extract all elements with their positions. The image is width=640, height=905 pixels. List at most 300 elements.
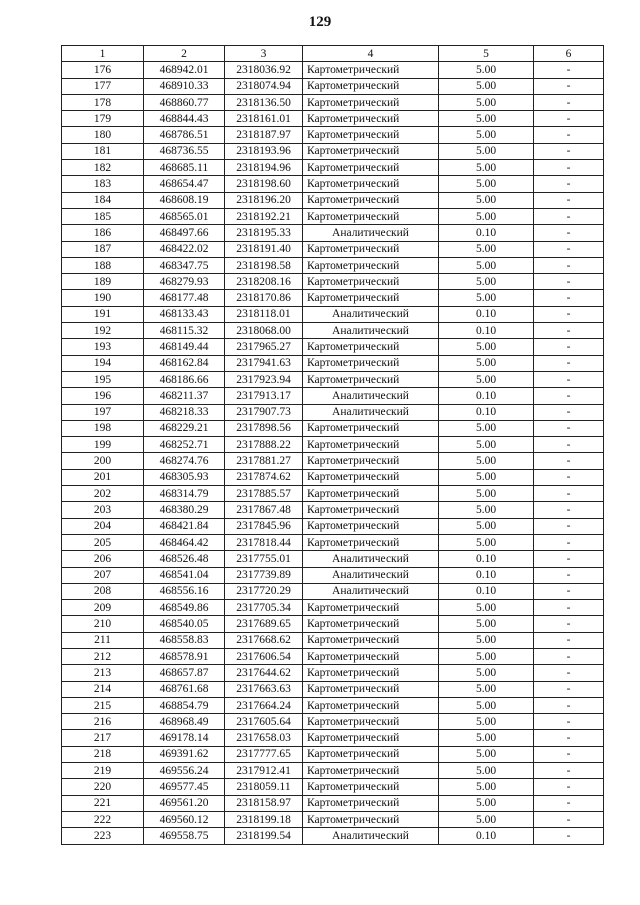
point-number-cell: 182 bbox=[62, 160, 144, 176]
accuracy-cell: 5.00 bbox=[439, 697, 534, 713]
note-cell: - bbox=[534, 730, 604, 746]
point-number-cell: 188 bbox=[62, 257, 144, 273]
table-row bbox=[62, 453, 604, 469]
accuracy-cell: 5.00 bbox=[439, 208, 534, 224]
x-coordinate-cell: 468177.48 bbox=[144, 290, 225, 306]
table-row bbox=[62, 616, 604, 632]
table-row bbox=[62, 502, 604, 518]
y-coordinate-cell: 2318187.97 bbox=[225, 127, 303, 143]
x-coordinate-cell: 468133.43 bbox=[144, 306, 225, 322]
method-cell: Аналитический bbox=[303, 404, 439, 420]
method-cell: Картометрический bbox=[303, 697, 439, 713]
method-cell: Аналитический bbox=[303, 583, 439, 599]
table-row bbox=[62, 192, 604, 208]
method-cell: Картометрический bbox=[303, 94, 439, 110]
table-row bbox=[62, 697, 604, 713]
point-number-cell: 177 bbox=[62, 78, 144, 94]
x-coordinate-cell: 468608.19 bbox=[144, 192, 225, 208]
table-row bbox=[62, 600, 604, 616]
x-coordinate-cell: 468421.84 bbox=[144, 518, 225, 534]
table-row bbox=[62, 323, 604, 339]
method-cell: Аналитический bbox=[303, 551, 439, 567]
note-cell: - bbox=[534, 127, 604, 143]
x-coordinate-cell: 468211.37 bbox=[144, 388, 225, 404]
y-coordinate-cell: 2317898.56 bbox=[225, 420, 303, 436]
y-coordinate-cell: 2317913.17 bbox=[225, 388, 303, 404]
table-row bbox=[62, 339, 604, 355]
x-coordinate-cell: 468578.91 bbox=[144, 648, 225, 664]
table-row bbox=[62, 518, 604, 534]
method-cell: Картометрический bbox=[303, 681, 439, 697]
point-number-cell: 203 bbox=[62, 502, 144, 518]
y-coordinate-cell: 2317668.62 bbox=[225, 632, 303, 648]
method-cell: Картометрический bbox=[303, 811, 439, 827]
method-cell: Картометрический bbox=[303, 192, 439, 208]
point-number-cell: 200 bbox=[62, 453, 144, 469]
header-row bbox=[62, 46, 604, 62]
accuracy-cell: 5.00 bbox=[439, 714, 534, 730]
note-cell: - bbox=[534, 176, 604, 192]
accuracy-cell: 5.00 bbox=[439, 632, 534, 648]
y-coordinate-cell: 2318161.01 bbox=[225, 111, 303, 127]
point-number-cell: 193 bbox=[62, 339, 144, 355]
table-row bbox=[62, 486, 604, 502]
method-cell: Картометрический bbox=[303, 746, 439, 762]
note-cell: - bbox=[534, 78, 604, 94]
accuracy-cell: 5.00 bbox=[439, 290, 534, 306]
table-row bbox=[62, 371, 604, 387]
x-coordinate-cell: 468549.86 bbox=[144, 600, 225, 616]
point-number-cell: 179 bbox=[62, 111, 144, 127]
point-number-cell: 192 bbox=[62, 323, 144, 339]
x-coordinate-cell: 468305.93 bbox=[144, 469, 225, 485]
table-header bbox=[62, 46, 604, 62]
x-coordinate-cell: 468380.29 bbox=[144, 502, 225, 518]
note-cell: - bbox=[534, 290, 604, 306]
note-cell: - bbox=[534, 486, 604, 502]
accuracy-cell: 5.00 bbox=[439, 665, 534, 681]
method-cell: Картометрический bbox=[303, 127, 439, 143]
accuracy-cell: 5.00 bbox=[439, 127, 534, 143]
note-cell: - bbox=[534, 143, 604, 159]
x-coordinate-cell: 468654.47 bbox=[144, 176, 225, 192]
point-number-cell: 221 bbox=[62, 795, 144, 811]
header-cell-4: 4 bbox=[303, 46, 439, 62]
note-cell: - bbox=[534, 632, 604, 648]
point-number-cell: 195 bbox=[62, 371, 144, 387]
method-cell: Картометрический bbox=[303, 355, 439, 371]
y-coordinate-cell: 2317965.27 bbox=[225, 339, 303, 355]
x-coordinate-cell: 468942.01 bbox=[144, 62, 225, 78]
method-cell: Картометрический bbox=[303, 486, 439, 502]
accuracy-cell: 5.00 bbox=[439, 176, 534, 192]
accuracy-cell: 5.00 bbox=[439, 420, 534, 436]
y-coordinate-cell: 2318036.92 bbox=[225, 62, 303, 78]
accuracy-cell: 5.00 bbox=[439, 648, 534, 664]
header-cell-2: 2 bbox=[144, 46, 225, 62]
y-coordinate-cell: 2317644.62 bbox=[225, 665, 303, 681]
point-number-cell: 202 bbox=[62, 486, 144, 502]
x-coordinate-cell: 468910.33 bbox=[144, 78, 225, 94]
method-cell: Картометрический bbox=[303, 78, 439, 94]
page-number: 129 bbox=[308, 14, 332, 30]
point-number-cell: 199 bbox=[62, 437, 144, 453]
method-cell: Картометрический bbox=[303, 111, 439, 127]
method-cell: Картометрический bbox=[303, 160, 439, 176]
table-row bbox=[62, 665, 604, 681]
x-coordinate-cell: 469561.20 bbox=[144, 795, 225, 811]
accuracy-cell: 5.00 bbox=[439, 469, 534, 485]
y-coordinate-cell: 2318208.16 bbox=[225, 274, 303, 290]
note-cell: - bbox=[534, 388, 604, 404]
point-number-cell: 196 bbox=[62, 388, 144, 404]
accuracy-cell: 5.00 bbox=[439, 192, 534, 208]
table-row bbox=[62, 828, 604, 844]
note-cell: - bbox=[534, 681, 604, 697]
table-row bbox=[62, 551, 604, 567]
method-cell: Картометрический bbox=[303, 502, 439, 518]
note-cell: - bbox=[534, 111, 604, 127]
table-row bbox=[62, 225, 604, 241]
x-coordinate-cell: 468422.02 bbox=[144, 241, 225, 257]
accuracy-cell: 5.00 bbox=[439, 600, 534, 616]
method-cell: Аналитический bbox=[303, 567, 439, 583]
x-coordinate-cell: 468229.21 bbox=[144, 420, 225, 436]
point-number-cell: 212 bbox=[62, 648, 144, 664]
accuracy-cell: 0.10 bbox=[439, 567, 534, 583]
header-cell-6: 6 bbox=[534, 46, 604, 62]
note-cell: - bbox=[534, 437, 604, 453]
point-number-cell: 185 bbox=[62, 208, 144, 224]
note-cell: - bbox=[534, 502, 604, 518]
method-cell: Картометрический bbox=[303, 600, 439, 616]
method-cell: Картометрический bbox=[303, 453, 439, 469]
accuracy-cell: 5.00 bbox=[439, 746, 534, 762]
method-cell: Картометрический bbox=[303, 274, 439, 290]
y-coordinate-cell: 2318136.50 bbox=[225, 94, 303, 110]
point-number-cell: 197 bbox=[62, 404, 144, 420]
y-coordinate-cell: 2318199.18 bbox=[225, 811, 303, 827]
table-row bbox=[62, 127, 604, 143]
y-coordinate-cell: 2318158.97 bbox=[225, 795, 303, 811]
point-number-cell: 183 bbox=[62, 176, 144, 192]
point-number-cell: 214 bbox=[62, 681, 144, 697]
note-cell: - bbox=[534, 94, 604, 110]
x-coordinate-cell: 468968.49 bbox=[144, 714, 225, 730]
accuracy-cell: 5.00 bbox=[439, 94, 534, 110]
x-coordinate-cell: 469577.45 bbox=[144, 779, 225, 795]
point-number-cell: 219 bbox=[62, 763, 144, 779]
accuracy-cell: 5.00 bbox=[439, 111, 534, 127]
note-cell: - bbox=[534, 779, 604, 795]
x-coordinate-cell: 468556.16 bbox=[144, 583, 225, 599]
accuracy-cell: 5.00 bbox=[439, 78, 534, 94]
accuracy-cell: 5.00 bbox=[439, 779, 534, 795]
header-cell-1: 1 bbox=[62, 46, 144, 62]
note-cell: - bbox=[534, 339, 604, 355]
point-number-cell: 207 bbox=[62, 567, 144, 583]
point-number-cell: 189 bbox=[62, 274, 144, 290]
note-cell: - bbox=[534, 469, 604, 485]
method-cell: Картометрический bbox=[303, 616, 439, 632]
point-number-cell: 209 bbox=[62, 600, 144, 616]
table-row bbox=[62, 811, 604, 827]
x-coordinate-cell: 468526.48 bbox=[144, 551, 225, 567]
table-row bbox=[62, 583, 604, 599]
accuracy-cell: 5.00 bbox=[439, 160, 534, 176]
note-cell: - bbox=[534, 665, 604, 681]
y-coordinate-cell: 2318194.96 bbox=[225, 160, 303, 176]
point-number-cell: 218 bbox=[62, 746, 144, 762]
y-coordinate-cell: 2317912.41 bbox=[225, 763, 303, 779]
point-number-cell: 186 bbox=[62, 225, 144, 241]
note-cell: - bbox=[534, 208, 604, 224]
table-row bbox=[62, 567, 604, 583]
header-cell-5: 5 bbox=[439, 46, 534, 62]
y-coordinate-cell: 2317907.73 bbox=[225, 404, 303, 420]
note-cell: - bbox=[534, 62, 604, 78]
accuracy-cell: 5.00 bbox=[439, 518, 534, 534]
accuracy-cell: 0.10 bbox=[439, 388, 534, 404]
method-cell: Картометрический bbox=[303, 290, 439, 306]
point-number-cell: 180 bbox=[62, 127, 144, 143]
y-coordinate-cell: 2317720.29 bbox=[225, 583, 303, 599]
x-coordinate-cell: 468314.79 bbox=[144, 486, 225, 502]
note-cell: - bbox=[534, 567, 604, 583]
accuracy-cell: 5.00 bbox=[439, 62, 534, 78]
x-coordinate-cell: 468736.55 bbox=[144, 143, 225, 159]
point-number-cell: 211 bbox=[62, 632, 144, 648]
y-coordinate-cell: 2317885.57 bbox=[225, 486, 303, 502]
method-cell: Картометрический bbox=[303, 339, 439, 355]
table-row bbox=[62, 746, 604, 762]
method-cell: Картометрический bbox=[303, 143, 439, 159]
accuracy-cell: 0.10 bbox=[439, 323, 534, 339]
note-cell: - bbox=[534, 518, 604, 534]
table-row bbox=[62, 534, 604, 550]
x-coordinate-cell: 469556.24 bbox=[144, 763, 225, 779]
note-cell: - bbox=[534, 828, 604, 844]
y-coordinate-cell: 2318192.21 bbox=[225, 208, 303, 224]
note-cell: - bbox=[534, 746, 604, 762]
note-cell: - bbox=[534, 257, 604, 273]
table-row bbox=[62, 274, 604, 290]
y-coordinate-cell: 2318199.54 bbox=[225, 828, 303, 844]
table-row bbox=[62, 290, 604, 306]
accuracy-cell: 5.00 bbox=[439, 274, 534, 290]
table-row bbox=[62, 143, 604, 159]
method-cell: Аналитический bbox=[303, 225, 439, 241]
x-coordinate-cell: 468464.42 bbox=[144, 534, 225, 550]
point-number-cell: 210 bbox=[62, 616, 144, 632]
method-cell: Картометрический bbox=[303, 665, 439, 681]
y-coordinate-cell: 2317874.62 bbox=[225, 469, 303, 485]
y-coordinate-cell: 2317888.22 bbox=[225, 437, 303, 453]
note-cell: - bbox=[534, 795, 604, 811]
y-coordinate-cell: 2317845.96 bbox=[225, 518, 303, 534]
x-coordinate-cell: 468844.43 bbox=[144, 111, 225, 127]
x-coordinate-cell: 468186.66 bbox=[144, 371, 225, 387]
note-cell: - bbox=[534, 274, 604, 290]
y-coordinate-cell: 2318059.11 bbox=[225, 779, 303, 795]
accuracy-cell: 5.00 bbox=[439, 795, 534, 811]
table-row bbox=[62, 306, 604, 322]
note-cell: - bbox=[534, 551, 604, 567]
accuracy-cell: 5.00 bbox=[439, 811, 534, 827]
x-coordinate-cell: 468860.77 bbox=[144, 94, 225, 110]
table-row bbox=[62, 714, 604, 730]
table-row bbox=[62, 763, 604, 779]
accuracy-cell: 0.10 bbox=[439, 404, 534, 420]
method-cell: Картометрический bbox=[303, 469, 439, 485]
method-cell: Картометрический bbox=[303, 714, 439, 730]
method-cell: Аналитический bbox=[303, 828, 439, 844]
accuracy-cell: 5.00 bbox=[439, 241, 534, 257]
table-row bbox=[62, 176, 604, 192]
table-row bbox=[62, 160, 604, 176]
method-cell: Аналитический bbox=[303, 388, 439, 404]
accuracy-cell: 0.10 bbox=[439, 828, 534, 844]
method-cell: Картометрический bbox=[303, 437, 439, 453]
y-coordinate-cell: 2317663.63 bbox=[225, 681, 303, 697]
y-coordinate-cell: 2318170.86 bbox=[225, 290, 303, 306]
accuracy-cell: 5.00 bbox=[439, 143, 534, 159]
point-number-cell: 198 bbox=[62, 420, 144, 436]
point-number-cell: 217 bbox=[62, 730, 144, 746]
point-number-cell: 191 bbox=[62, 306, 144, 322]
table-row bbox=[62, 632, 604, 648]
method-cell: Аналитический bbox=[303, 306, 439, 322]
y-coordinate-cell: 2317689.65 bbox=[225, 616, 303, 632]
note-cell: - bbox=[534, 160, 604, 176]
table-row bbox=[62, 62, 604, 78]
method-cell: Картометрический bbox=[303, 371, 439, 387]
accuracy-cell: 0.10 bbox=[439, 225, 534, 241]
accuracy-cell: 5.00 bbox=[439, 763, 534, 779]
x-coordinate-cell: 469391.62 bbox=[144, 746, 225, 762]
note-cell: - bbox=[534, 323, 604, 339]
table-row bbox=[62, 78, 604, 94]
x-coordinate-cell: 468347.75 bbox=[144, 257, 225, 273]
table-row bbox=[62, 388, 604, 404]
table-row bbox=[62, 208, 604, 224]
table-body bbox=[62, 62, 604, 844]
x-coordinate-cell: 469560.12 bbox=[144, 811, 225, 827]
x-coordinate-cell: 468657.87 bbox=[144, 665, 225, 681]
y-coordinate-cell: 2317818.44 bbox=[225, 534, 303, 550]
accuracy-cell: 5.00 bbox=[439, 502, 534, 518]
method-cell: Картометрический bbox=[303, 779, 439, 795]
x-coordinate-cell: 468540.05 bbox=[144, 616, 225, 632]
note-cell: - bbox=[534, 192, 604, 208]
accuracy-cell: 5.00 bbox=[439, 534, 534, 550]
accuracy-cell: 5.00 bbox=[439, 339, 534, 355]
accuracy-cell: 0.10 bbox=[439, 583, 534, 599]
note-cell: - bbox=[534, 583, 604, 599]
table-row bbox=[62, 111, 604, 127]
note-cell: - bbox=[534, 420, 604, 436]
note-cell: - bbox=[534, 714, 604, 730]
y-coordinate-cell: 2318196.20 bbox=[225, 192, 303, 208]
y-coordinate-cell: 2318195.33 bbox=[225, 225, 303, 241]
x-coordinate-cell: 468786.51 bbox=[144, 127, 225, 143]
point-number-cell: 194 bbox=[62, 355, 144, 371]
method-cell: Картометрический bbox=[303, 730, 439, 746]
x-coordinate-cell: 468497.66 bbox=[144, 225, 225, 241]
y-coordinate-cell: 2317658.03 bbox=[225, 730, 303, 746]
accuracy-cell: 5.00 bbox=[439, 355, 534, 371]
note-cell: - bbox=[534, 648, 604, 664]
method-cell: Картометрический bbox=[303, 420, 439, 436]
x-coordinate-cell: 468854.79 bbox=[144, 697, 225, 713]
x-coordinate-cell: 468541.04 bbox=[144, 567, 225, 583]
x-coordinate-cell: 468252.71 bbox=[144, 437, 225, 453]
table-row bbox=[62, 648, 604, 664]
table-row bbox=[62, 795, 604, 811]
x-coordinate-cell: 469558.75 bbox=[144, 828, 225, 844]
header-cell-3: 3 bbox=[225, 46, 303, 62]
method-cell: Картометрический bbox=[303, 795, 439, 811]
table-row bbox=[62, 437, 604, 453]
x-coordinate-cell: 468761.68 bbox=[144, 681, 225, 697]
note-cell: - bbox=[534, 306, 604, 322]
x-coordinate-cell: 468279.93 bbox=[144, 274, 225, 290]
y-coordinate-cell: 2317923.94 bbox=[225, 371, 303, 387]
note-cell: - bbox=[534, 600, 604, 616]
accuracy-cell: 5.00 bbox=[439, 730, 534, 746]
y-coordinate-cell: 2317777.65 bbox=[225, 746, 303, 762]
y-coordinate-cell: 2317867.48 bbox=[225, 502, 303, 518]
note-cell: - bbox=[534, 225, 604, 241]
note-cell: - bbox=[534, 241, 604, 257]
accuracy-cell: 0.10 bbox=[439, 306, 534, 322]
y-coordinate-cell: 2317705.34 bbox=[225, 600, 303, 616]
point-number-cell: 176 bbox=[62, 62, 144, 78]
y-coordinate-cell: 2317605.64 bbox=[225, 714, 303, 730]
y-coordinate-cell: 2318074.94 bbox=[225, 78, 303, 94]
point-number-cell: 181 bbox=[62, 143, 144, 159]
x-coordinate-cell: 469178.14 bbox=[144, 730, 225, 746]
accuracy-cell: 5.00 bbox=[439, 437, 534, 453]
table-row bbox=[62, 404, 604, 420]
accuracy-cell: 5.00 bbox=[439, 371, 534, 387]
method-cell: Картометрический bbox=[303, 534, 439, 550]
table-row bbox=[62, 420, 604, 436]
y-coordinate-cell: 2318198.58 bbox=[225, 257, 303, 273]
point-number-cell: 184 bbox=[62, 192, 144, 208]
x-coordinate-cell: 468565.01 bbox=[144, 208, 225, 224]
point-number-cell: 206 bbox=[62, 551, 144, 567]
table-row bbox=[62, 681, 604, 697]
table-row bbox=[62, 355, 604, 371]
y-coordinate-cell: 2317606.54 bbox=[225, 648, 303, 664]
note-cell: - bbox=[534, 616, 604, 632]
point-number-cell: 215 bbox=[62, 697, 144, 713]
table-row bbox=[62, 94, 604, 110]
point-number-cell: 223 bbox=[62, 828, 144, 844]
x-coordinate-cell: 468274.76 bbox=[144, 453, 225, 469]
y-coordinate-cell: 2317941.63 bbox=[225, 355, 303, 371]
accuracy-cell: 5.00 bbox=[439, 681, 534, 697]
y-coordinate-cell: 2318068.00 bbox=[225, 323, 303, 339]
note-cell: - bbox=[534, 355, 604, 371]
note-cell: - bbox=[534, 453, 604, 469]
point-number-cell: 208 bbox=[62, 583, 144, 599]
y-coordinate-cell: 2318191.40 bbox=[225, 241, 303, 257]
x-coordinate-cell: 468558.83 bbox=[144, 632, 225, 648]
y-coordinate-cell: 2317881.27 bbox=[225, 453, 303, 469]
note-cell: - bbox=[534, 371, 604, 387]
